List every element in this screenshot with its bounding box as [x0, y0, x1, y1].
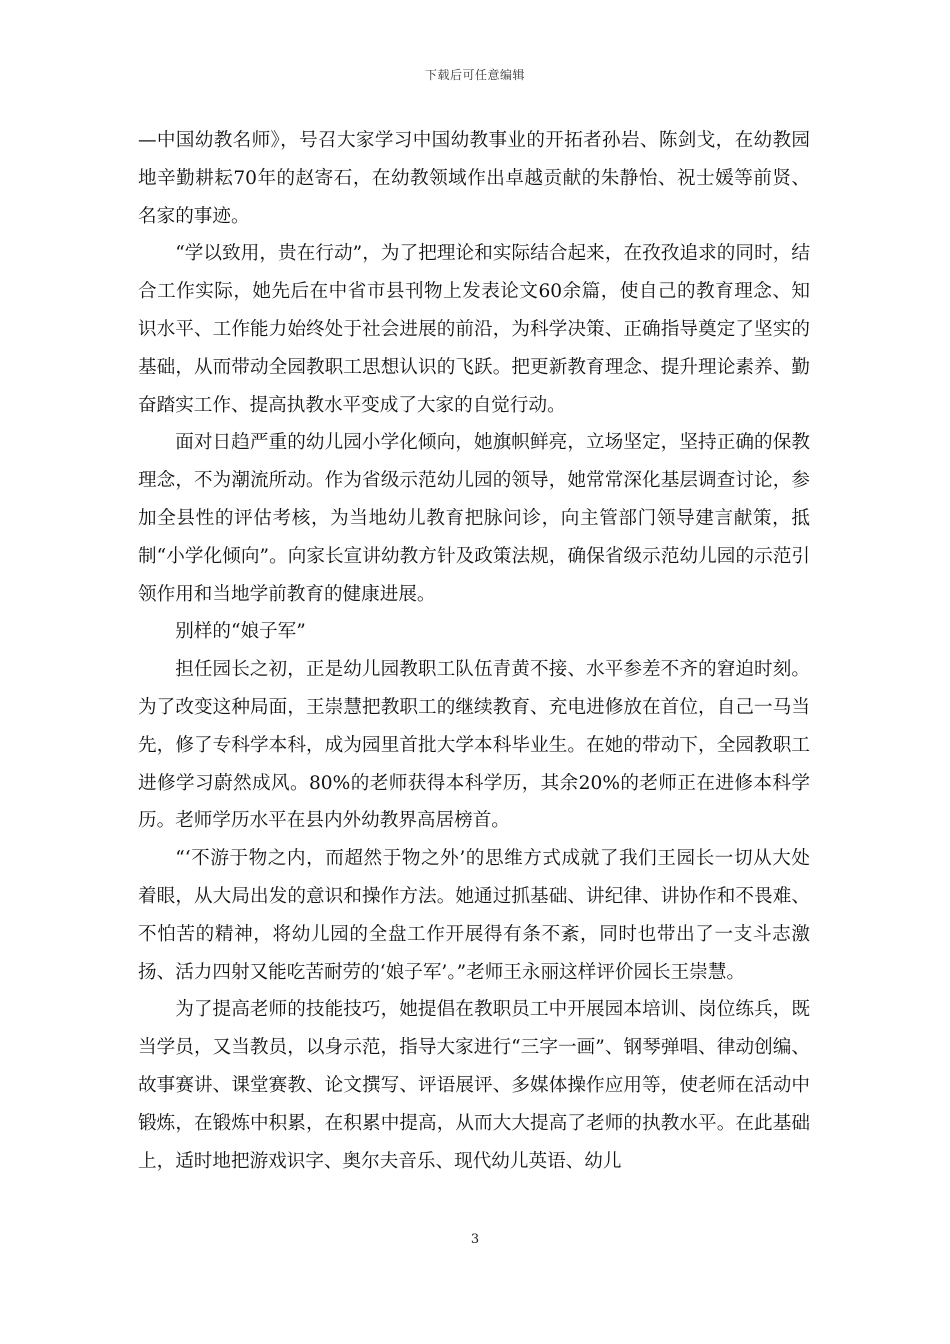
paragraph: “‘不游于物之内，而超然于物之外’的思维方式成就了我们王园长一切从大处着眼，从大局出发的意识和操作方法。她通过抓基础、讲纪律、讲协作和不畏难、不怕苦的精神，将幼儿园的全盘工作开展得有条不紊，同时也带出了一支斗志激扬、活力四射又能吃苦耐劳的‘娘子军’。”老师王永丽这样评价园长王崇慧。 [138, 848, 810, 983]
paragraph: 为了提高老师的技能技巧，她提倡在教职员工中开展园本培训、岗位练兵，既当学员，又当教员，以身示范，指导大家进行“三字一画”、钢琴弹唱、律动创编、故事赛讲、课堂赛教、论文撰写、评语展评、多媒体操作应用等，使老师在活动中锻炼，在锻炼中积累，在积累中提高，从而大大提高了老师的执教水平。在此基础上，适时地把游戏识字、奥尔夫音乐、现代幼儿英语、幼儿 [138, 999, 810, 1172]
paragraph: “学以致用，贵在行动”，为了把理论和实际结合起来，在孜孜追求的同时，结合工作实际，她先后在中省市县刊物上发表论文60余篇，使自己的教育理念、知识水平、工作能力始终处于社会进展的前沿，为科学决策、正确指导奠定了坚实的基础，从而带动全园教职工思想认识的飞跃。把更新教育理念、提升理论素养、勤奋踏实工作、提高执教水平变成了大家的自觉行动。 [138, 243, 810, 416]
paragraph: 面对日趋严重的幼儿园小学化倾向，她旗帜鲜亮，立场坚定，坚持正确的保教理念，不为潮流所动。作为省级示范幼儿园的领导，她常常深化基层调查讨论，参加全县性的评估考核，为当地幼儿教育把脉问诊，向主管部门领导建言献策，抵制“小学化倾向”。向家长宣讲幼教方针及政策法规，确保省级示范幼儿园的示范引领作用和当地学前教育的健康进展。 [138, 432, 810, 605]
document-body [138, 122, 810, 1180]
paragraph-continued: —中国幼教名师》，号召大家学习中国幼教事业的开拓者孙岩、陈剑戈，在幼教园地辛勤耕耘70年的赵寄石，在幼教领域作出卓越贡献的朱静怡、祝士媛等前贤、名家的事迹。 [138, 130, 810, 227]
page-number: 3 [470, 1232, 480, 1247]
section-heading: 别样的“娘子军” [175, 621, 306, 643]
paragraph: 担任园长之初，正是幼儿园教职工队伍青黄不接、水平参差不齐的窘迫时刻。为了改变这种局面，王崇慧把教职工的继续教育、充电进修放在首位，自己一马当先，修了专科学本科，成为园里首批大学本科毕业生。在她的带动下，全园教职工进修学习蔚然成风。80%的老师获得本科学历，其余20%的老师正在进修本科学历。老师学历水平在县内外幼教界高居榜首。 [138, 659, 810, 832]
page-header: 下载后可任意编辑 [424, 68, 525, 82]
